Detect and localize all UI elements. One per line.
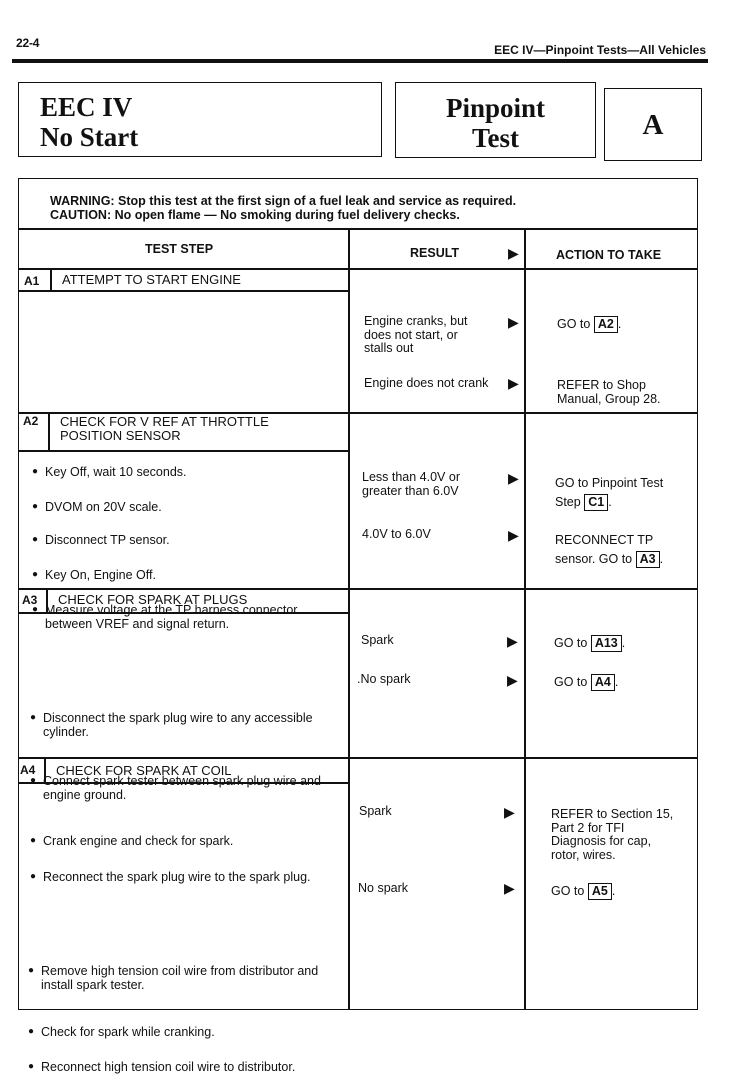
caution-text: CAUTION: No open flame — No smoking during fuel delivery checks. <box>50 208 516 222</box>
arrow-icon: ▶ <box>508 246 519 260</box>
action-label: GO to <box>551 884 584 898</box>
result-line: does not start, or <box>364 329 468 343</box>
step-title: ATTEMPT TO START ENGINE <box>62 273 241 287</box>
result-text <box>362 471 460 498</box>
action-label: GO to <box>554 636 587 650</box>
title-line: No Start <box>40 122 381 152</box>
action-text <box>557 316 621 333</box>
step-instruction: ● Connect spark tester between spark plug wire and engine ground. <box>30 775 330 802</box>
action-label: GO to <box>554 675 587 689</box>
arrow-icon: ▶ <box>504 805 515 819</box>
result-line: greater than 6.0V <box>362 485 460 499</box>
action-punct: . <box>608 495 611 509</box>
step-reference[interactable]: A3 <box>636 551 660 568</box>
action-line: REFER to Section 15, <box>551 808 673 822</box>
step-instruction: ● Remove high tension coil wire from distributor and install spark tester. <box>28 965 328 992</box>
step-id: A2 <box>23 414 38 428</box>
result-text: .No spark <box>357 673 411 687</box>
action-punct: . <box>612 884 615 898</box>
header-rule <box>12 59 708 63</box>
action-text <box>551 808 673 862</box>
action-line: GO to Pinpoint Test <box>555 474 663 493</box>
result-text: 4.0V to 6.0V <box>362 528 431 542</box>
column-header-result: RESULT <box>410 246 459 260</box>
result-text <box>364 315 468 356</box>
action-label: sensor. GO to <box>555 552 632 566</box>
step-instruction: ● Reconnect high tension coil wire to distributor. <box>28 1061 740 1074</box>
column-rule <box>524 228 526 1010</box>
step-reference[interactable]: A5 <box>588 883 612 900</box>
action-punct: . <box>615 675 618 689</box>
step-title-line: CHECK FOR V REF AT THROTTLE <box>60 415 269 429</box>
step-instruction: ● Disconnect TP sensor. <box>32 534 744 548</box>
result-text: Spark <box>361 634 394 648</box>
action-line: rotor, wires. <box>551 849 673 863</box>
step-id-divider <box>50 268 52 290</box>
action-punct: . <box>660 552 663 566</box>
action-text <box>554 674 618 691</box>
test-letter: A <box>643 109 664 141</box>
action-line: Diagnosis for cap, <box>551 835 673 849</box>
step-reference[interactable]: A2 <box>594 316 618 333</box>
column-header-test-step: TEST STEP <box>145 242 213 256</box>
action-label: Step <box>555 495 581 509</box>
table-rule <box>18 268 698 270</box>
column-header-action: ACTION TO TAKE <box>556 248 661 262</box>
warning-text: WARNING: Stop this test at the first sign of a fuel leak and service as required. <box>50 194 516 208</box>
result-line: stalls out <box>364 342 468 356</box>
action-line: Manual, Group 28. <box>557 393 661 407</box>
title-line: Test <box>396 123 595 153</box>
step-instruction: ● Measure voltage at the TP harness connector between VREF and signal return. <box>32 604 332 631</box>
action-line: Part 2 for TFI <box>551 822 673 836</box>
title-line: Pinpoint <box>396 93 595 123</box>
arrow-icon: ▶ <box>508 376 519 390</box>
step-id: A1 <box>24 274 39 288</box>
action-text <box>555 531 663 569</box>
arrow-icon: ▶ <box>508 471 519 485</box>
page-number: 22-4 <box>16 36 39 50</box>
action-text <box>551 883 615 900</box>
title-line: EEC IV <box>40 92 381 122</box>
arrow-icon: ▶ <box>508 315 519 329</box>
step-reference[interactable]: A13 <box>591 635 622 652</box>
action-punct: . <box>622 636 625 650</box>
step-instruction: ● Crank engine and check for spark. <box>30 835 742 849</box>
running-head: EEC IV—Pinpoint Tests—All Vehicles <box>494 43 706 57</box>
result-text: Engine does not crank <box>364 377 488 391</box>
step-title <box>60 415 269 443</box>
step-title-line: POSITION SENSOR <box>60 429 269 443</box>
action-text <box>557 379 661 406</box>
title-box-letter <box>604 88 702 161</box>
arrow-icon: ▶ <box>508 528 519 542</box>
arrow-icon: ▶ <box>504 881 515 895</box>
result-line: Engine cranks, but <box>364 315 468 329</box>
result-text: No spark <box>358 882 408 896</box>
step-instruction: ● Disconnect the spark plug wire to any accessible cylinder. <box>30 712 330 739</box>
action-text <box>555 474 663 512</box>
step-instruction: ● DVOM on 20V scale. <box>32 501 744 515</box>
step-title: CHECK FOR SPARK AT COIL <box>56 764 232 778</box>
step-reference[interactable]: A4 <box>591 674 615 691</box>
step-title: CHECK FOR SPARK AT PLUGS <box>58 593 247 607</box>
table-rule <box>18 228 698 230</box>
step-instruction: ● Check for spark while cranking. <box>28 1026 740 1040</box>
action-punct: . <box>618 317 621 331</box>
table-rule <box>18 588 698 590</box>
column-rule <box>348 228 350 1010</box>
step-id: A4 <box>20 763 35 777</box>
step-id-divider <box>48 412 50 450</box>
result-text: Spark <box>359 805 392 819</box>
warning-notice <box>50 194 516 222</box>
action-text <box>554 635 625 652</box>
step-instruction: ● Reconnect the spark plug wire to the spark plug. <box>30 871 330 885</box>
step-reference[interactable]: C1 <box>584 494 608 511</box>
arrow-icon: ▶ <box>507 634 518 648</box>
table-rule <box>18 757 698 759</box>
table-rule <box>18 290 348 292</box>
action-label: GO to <box>557 317 590 331</box>
title-box-procedure <box>18 82 382 157</box>
result-line: Less than 4.0V or <box>362 471 460 485</box>
table-rule <box>18 450 348 452</box>
arrow-icon: ▶ <box>507 673 518 687</box>
title-box-pinpoint <box>395 82 596 158</box>
step-instruction: ● Key Off, wait 10 seconds. <box>32 466 744 480</box>
action-line: REFER to Shop <box>557 379 661 393</box>
action-line: RECONNECT TP <box>555 531 663 550</box>
step-instruction: ● Key On, Engine Off. <box>32 569 744 583</box>
step-id: A3 <box>22 593 37 607</box>
